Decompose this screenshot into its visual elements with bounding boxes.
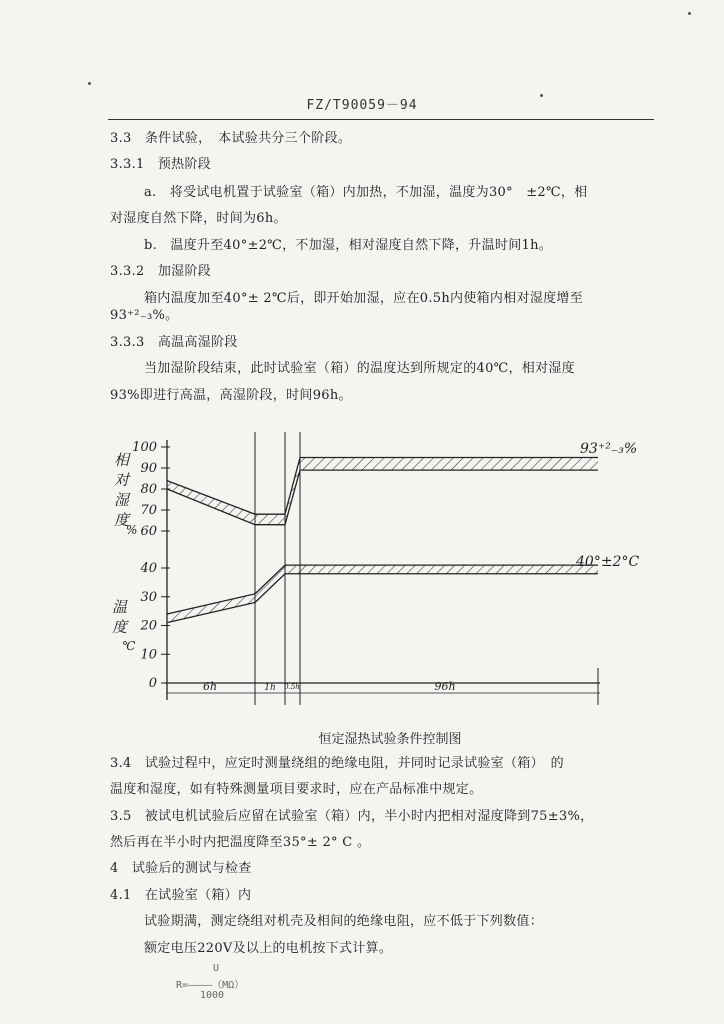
- section-4: 4 试验后的测试与检查: [110, 861, 252, 876]
- humidity-series-annotation: 93⁺²₋₃%: [580, 441, 638, 457]
- segment-label-0-5h: 0.5h: [284, 683, 300, 691]
- series-bands: [167, 458, 598, 623]
- formula-denominator: 1000: [200, 990, 225, 1001]
- section-4-1: 4.1 在试验室（箱）内: [110, 888, 252, 903]
- temperature-tick-label: 20: [140, 618, 157, 634]
- section-3-3: 3.3 条件试验， 本试验共分三个阶段。: [110, 131, 352, 146]
- section-4-1-para-line2: 额定电压220V及以上的电机按下式计算。: [144, 941, 393, 956]
- standard-code-header: FZ/T90059－94: [306, 98, 418, 113]
- temperature-series-annotation: 40°±2°C: [576, 554, 640, 570]
- humidity-axis-unit: %: [126, 523, 138, 537]
- temperature-tick-label: 40: [140, 561, 157, 576]
- high-humid-para-line1: 当加湿阶段结束，此时试验室（箱）的温度达到所规定的40℃，相对湿度: [144, 361, 575, 376]
- humidity-tick-label: 70: [140, 503, 157, 518]
- section-3-5-line2: 然后再在半小时内把温度降至35°± 2° C 。: [110, 835, 371, 850]
- section-4-1-para-line1: 试验期满，测定绕组对机壳及相间的绝缘电阻，应不低于下列数值：: [144, 914, 544, 929]
- humidity-tick-label: 90: [140, 461, 157, 476]
- humidity-axis-label-4: 度: [114, 511, 130, 529]
- section-3-3-1: 3.3.1 预热阶段: [110, 157, 212, 172]
- section-3-4-line1: 3.4 试验过程中，应定时测量绕组的绝缘电阻，并同时记录试验室（箱） 的: [110, 756, 564, 771]
- temperature-tick-label: 10: [140, 647, 157, 663]
- temperature-tick-label: 0: [148, 676, 157, 691]
- temperature-lower-limit-line: [167, 574, 598, 623]
- humidity-tick-label: 60: [140, 524, 157, 539]
- segment-label-1h: 1h: [264, 683, 276, 693]
- scan-speck: [88, 82, 91, 85]
- scan-speck: [540, 94, 543, 97]
- humidity-ticks: [132, 440, 170, 539]
- temp-axis-label-1: 温: [112, 598, 128, 616]
- humidity-tick-label: 100: [132, 440, 157, 455]
- item-a-line1: a. 将受试电机置于试验室（箱）内加热，不加湿，温度为30° ±2℃，相: [144, 185, 588, 200]
- segment-label-96h: 96h: [434, 680, 456, 693]
- formula-main: R=————（MΩ）: [176, 980, 245, 991]
- temperature-tick-label: 30: [140, 589, 157, 605]
- item-b-line: b. 温度升至40°±2℃，不加湿，相对湿度自然下降，升温时间1h。: [144, 238, 553, 253]
- section-3-3-2: 3.3.2 加湿阶段: [110, 264, 212, 279]
- scan-speck: [688, 12, 691, 15]
- segment-label-6h: 6h: [202, 680, 218, 693]
- formula-numerator: U: [213, 963, 220, 974]
- humidity-axis-label-2: 对: [114, 471, 130, 489]
- section-3-5-line1: 3.5 被试电机试验后应留在试验室（箱）内，半小时内把相对湿度降到75±3%，: [110, 809, 594, 824]
- humidity-axis-label-3: 湿: [114, 491, 130, 509]
- humidify-para-line2: 93⁺²₋₃%。: [110, 308, 179, 323]
- item-a-line2: 对湿度自然下降，时间为6h。: [110, 211, 287, 226]
- temp-axis-label-2: 度: [112, 618, 128, 636]
- humidity-axis-label-1: 相: [114, 451, 130, 469]
- temp-axis-unit: ℃: [122, 639, 136, 653]
- temperature-ticks: [139, 561, 170, 691]
- humidify-para-line1: 箱内温度加至40°± 2℃后，即开始加湿，应在0.5h内使箱内相对湿度增至: [144, 291, 584, 306]
- high-humid-para-line2: 93%即进行高温，高湿阶段，时间96h。: [110, 388, 352, 403]
- humidity-lower-limit-line: [167, 470, 598, 525]
- humidity-tick-label: 80: [140, 482, 157, 497]
- chart-caption: 恒定湿热试验条件控制图: [318, 732, 462, 747]
- section-3-4-line2: 温度和湿度，如有特殊测量项目要求时，应在产品标准中规定。: [110, 782, 483, 797]
- section-3-3-3: 3.3.3 高温高湿阶段: [110, 335, 238, 350]
